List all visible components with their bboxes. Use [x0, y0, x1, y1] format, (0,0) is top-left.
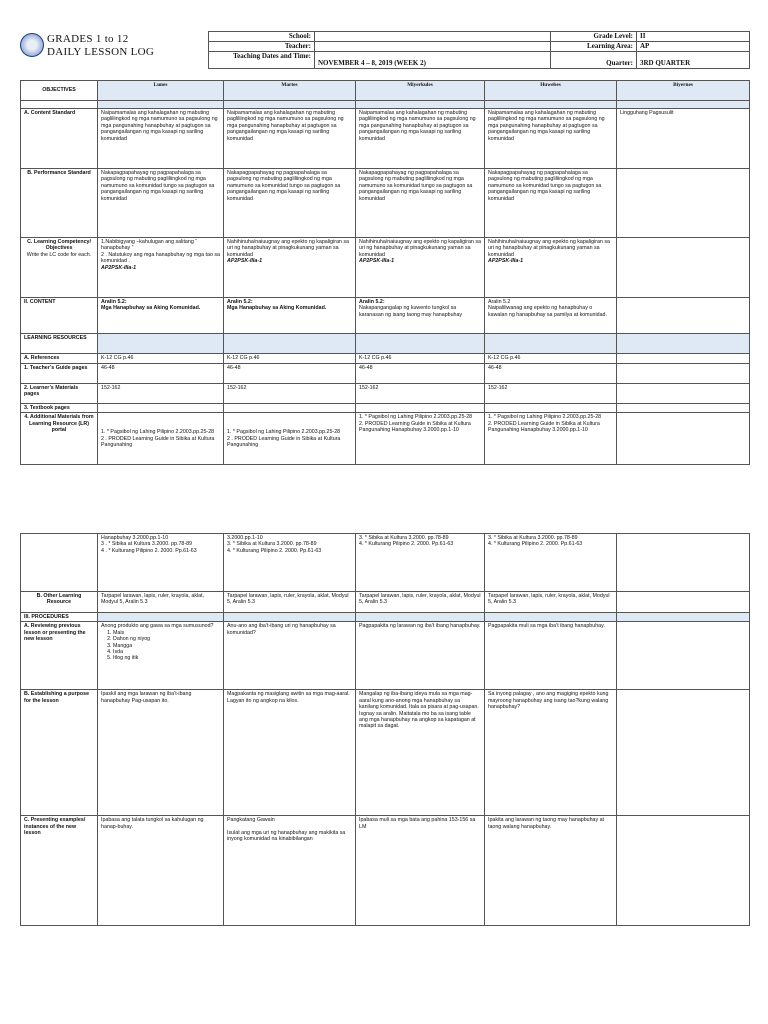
teacher-label: Teacher:: [209, 42, 315, 52]
ref-lunes: K-12 CG p.46: [98, 354, 224, 364]
cs-martes: Naipamamalas ang kahalagahan ng mabuting pagliliingkod ng mga namumuno sa pagsulong ng mga pangunahing hanapbuhay at pagtugon sa pangangailangan ng mga kasapi ng sariling komunidad: [224, 109, 356, 169]
grade-label: Grade Level:: [551, 32, 637, 42]
tg-martes: 46-48: [224, 364, 356, 384]
est-lunes: Ipaskil ang mga larawan ng iba’t-ibang hanapbuhay Pag-usapan ito.: [98, 690, 224, 816]
pres-lunes: Ipabasa ang talata tungkol sa kahulugan ng hanap-buhay.: [98, 816, 224, 926]
tg-miyerkules: 46-48: [356, 364, 485, 384]
add-martes-1: 1. * Pagsibol ng Lahing Pilipino 2.2003.pp.25-28: [227, 429, 341, 436]
comp-miyerkules-code: AP2PSK-IIIa-1: [359, 258, 395, 265]
comp-miyerkules: Nahihinuha/naiuugnay ang epekto ng kapaligiran sa uri ng hanapbuhay at pinagkukunang yaman sa komunidad: [359, 239, 481, 258]
form-subtitle: DAILY LESSON LOG: [47, 46, 155, 58]
or-martes: Tarpapel larawan, lapis, ruler, krayola, aklat, Modyul 5, Aralin 5.3: [224, 592, 356, 613]
or-miyerkules: Tarpapel larawan, lapis, ruler, krayola, aklat, Modyul 5, Aralin 5.3: [356, 592, 485, 613]
cont-martes-2: 3. * Sibika at Kultura 3.2000. pp.78-89: [227, 541, 317, 548]
tg-huwebes: 46-48: [485, 364, 617, 384]
day-huwebes: Huwebes: [485, 81, 617, 101]
competency-note: Write the LC code for each.: [26, 251, 92, 258]
references-row: [21, 354, 750, 364]
est-martes: Magpakanta ng masiglang awitin sa mga mag-aaral. Lagyan ito ng angkop na kilos.: [224, 690, 356, 816]
day-martes: Martes: [224, 81, 356, 101]
tg-lunes: 46-48: [98, 364, 224, 384]
other-resource-label: B. Other Learning Resource: [21, 592, 98, 613]
comp-lunes-2: 2 . Natutukoy ang mga hanapbuhay ng mga tao sa komunidad .: [101, 251, 220, 265]
dates-value: NOVEMBER 4 – 8, 2019 (WEEK 2): [315, 52, 551, 69]
or-huwebes: Tarpapel larawan, lapis, ruler, krayola, aklat, Modyul 5, Aralin 5.3: [485, 592, 617, 613]
ps-huwebes: Nakapagpapahayag ng pagpapahalaga sa pagsulong ng mabuting pagliliingkod ng mga namumuno sa komunidad tungo sa pagtugon sa pangangailangan ng mga kasapi ng sariling komunidad: [485, 169, 617, 238]
cont-miyerkules-1: 3. * Sibika at Kultura 3.2000. pp.78-89: [359, 535, 449, 541]
lesson-log-table-continued: [20, 533, 750, 926]
establishing-label: B. Establishing a purpose for the lesson: [21, 690, 98, 816]
add-huwebes-1: 1. * Pagsibol ng Lahing Pilipino 2.2003.pp.25-28: [488, 414, 602, 421]
additional-continued-row: [21, 534, 750, 592]
lesson-log-table: [20, 80, 750, 465]
quarter-value: 3RD QUARTER: [637, 52, 750, 69]
ps-miyerkules: Nakapagpapahayag ng pagpapahalaga sa pagsulong ng mabuting pagliliingkod ng mga namumuno sa komunidad tungo sa pagtugon sa pangangailangan ng mga kasapi ng sariling komunidad: [356, 169, 485, 238]
procedures-row: [21, 613, 750, 622]
content-row: [21, 298, 750, 334]
content-label: II. CONTENT: [21, 298, 98, 334]
school-value: [315, 32, 551, 42]
day-miyerkules: Miyerkules: [356, 81, 485, 101]
cont-martes-3: 4. * Kulturang Pilipino 2. 2000. Pp.61-63: [227, 547, 322, 554]
ref-miyerkules: K-12 CG p.46: [356, 354, 485, 364]
content-huwebes-2: Naipaliliwanag ang epekto ng hanapbuhay o kawalan ng hanapbuhay sa pamilya at komunidad.: [488, 305, 607, 318]
pres-martes-1: Pangkatang Gawain: [227, 817, 275, 824]
comp-lunes-1: 1.Nabibigyang –kahulugan ang salitang “ hanapbuhay ”: [101, 239, 198, 252]
cont-miyerkules-2: 4. * Kulturang Pilipino 2. 2000. Pp.61-63: [359, 541, 454, 548]
content-standard-row: [21, 109, 750, 169]
objectives-label: OBJECTIVES: [21, 81, 98, 101]
add-lunes-2: 2 . PRODED Learning Guide in Sibika at Kultura Pangunahing: [101, 435, 215, 449]
comp-huwebes-code: AP2PSK-IIIa-1: [488, 258, 524, 265]
additional-materials-row: [21, 413, 750, 465]
lm-huwebes: 152-162: [485, 384, 617, 404]
rev-huwebes: Pagpapakita muli sa mga iba’t ibang hanapbuhay.: [485, 622, 617, 690]
textbook-label: 3. Textbook pages: [21, 404, 98, 413]
header-table: [208, 31, 750, 69]
content-huwebes-1: Aralin 5.2: [488, 299, 511, 305]
add-miyerkules-2: 2. PRODED Learning Guide in Sibika at Kultura Pangunahing Hanapbuhay 3.2000.pp.1-10: [359, 420, 471, 434]
ps-martes: Nakapagpapahayag ng pagpapahalaga sa pagsulong ng mabuting pagliliingkod ng mga namumuno sa komunidad tungo sa pagtugon sa pangangailangan ng mga kasapi ng sariling komunidad: [224, 169, 356, 238]
cont-huwebes-2: 4. * Kulturang Pilipino 2. 2000. Pp.61-63: [488, 541, 583, 548]
pres-martes-2: Isulat ang mga uri ng hanapbuhay ang makikita sa inyong komunidad na kinabibilangan: [227, 829, 346, 843]
cont-lunes-3: 4 . * Kulturang Pilipino 2. 2000. Pp.61-63: [101, 547, 197, 554]
rev-martes: Anu-ano ang iba’t-ibang uri ng hanapbuhay sa komunidad?: [224, 622, 356, 690]
content-miyerkules-1: Aralin 5.2:: [359, 299, 385, 305]
est-miyerkules: Mangalap ng iba-ibang ideya mula sa mga mag-aaral kung ano-anong mga hanapbuhay sa kanilang komunidad. Itala sa pisara at pag-usapan. Isgnay sa aralin. Maitatala mo ba sa isang table ang mga hanapbuhay na angkop sa kapatagan at malapit sa dagat.: [356, 690, 485, 816]
area-label: Learning Area:: [551, 42, 637, 52]
cs-lunes: Naipamamalas ang kahalagahan ng mabuting pagliliingkod ng mga namumuno sa pagsulong ng mga pangunahing hanapbuhay at pagtugon sa pangangailangan ng mga kasapi ng sariling komunidad: [98, 109, 224, 169]
est-huwebes: Sa inyong palagay , ano ang magiging epekto kung mayroong hanapbuhay ang isang tao?kung walang hanapbuhay?: [485, 690, 617, 816]
content-martes-2: Mga Hanapbuhay sa Aking Komunidad.: [227, 305, 327, 312]
content-lunes-1: Aralin 5.2:: [101, 299, 127, 305]
textbook-row: [21, 404, 750, 413]
references-label: A. References: [21, 354, 98, 364]
ref-martes: K-12 CG p.46: [224, 354, 356, 364]
teachers-guide-row: [21, 364, 750, 384]
list-item: 4. Isda: [113, 649, 220, 655]
comp-martes: Nahihinuha/naiuugnay ang epekto ng kapaligiran sa uri ng hanapbuhay at pinagkukunang yaman sa komunidad: [227, 239, 349, 258]
cs-huwebes: Naipamamalas ang kahalagahan ng mabuting pagliliingkod ng mga namumuno sa pagsulong ng mga pangunahing hanapbuhay at pagtugon sa pangangailangan ng mga kasapi ng sariling komunidad: [485, 109, 617, 169]
performance-standard-row: [21, 169, 750, 238]
school-label: School:: [209, 32, 315, 42]
other-resource-row: [21, 592, 750, 613]
learners-materials-row: [21, 384, 750, 404]
establishing-row: [21, 690, 750, 816]
learning-resources-row: [21, 334, 750, 354]
ps-lunes: Nakapagpapahayag ng pagpapahalaga sa pagsulong ng mabuting pagliliingkod ng mga namumuno sa komunidad tungo sa pagtugon sa pangangailangan ng mga kasapi ng sariling komunidad: [98, 169, 224, 238]
lm-martes: 152-162: [224, 384, 356, 404]
area-value: AP: [637, 42, 750, 52]
cs-biyernes: Lingguhang Pagsusulit: [617, 109, 750, 169]
dates-label: Teaching Dates and Time:: [209, 52, 315, 69]
quarter-label: Quarter:: [551, 52, 637, 69]
add-huwebes-2: 2. PRODED Learning Guide in Sibika at Kultura Pangunahing Hanapbuhay 3.2000.pp.1-10: [488, 420, 600, 434]
day-lunes: Lunes: [98, 81, 224, 101]
teacher-value: [315, 42, 551, 52]
form-title: GRADES 1 to 12: [47, 33, 129, 45]
comp-lunes-code: AP2PSK-IIIa-1: [101, 264, 137, 271]
presenting-row: [21, 816, 750, 926]
learning-resources-label: LEARNING RESOURCES: [21, 334, 98, 354]
add-lunes-1: 1. * Pagsibol ng Lahing Pilipino 2.2003.pp.25-28: [101, 429, 215, 436]
grade-value: II: [637, 32, 750, 42]
lm-lunes: 152-162: [98, 384, 224, 404]
list-item: 2. Dahon ng niyog: [113, 636, 220, 642]
days-header-row: [21, 81, 750, 101]
reviewing-row: [21, 622, 750, 690]
content-lunes-2: Mga Hanapbuhay sa Aking Komunidad.: [101, 305, 201, 312]
list-item: 1. Mais: [113, 630, 220, 636]
cont-martes-1: 3.2000.pp.1-10: [227, 535, 263, 541]
content-miyerkules-2: Nakapangangalap ng kuwento tungkol sa karanasan ng isang taong may hanapbuhay: [359, 305, 463, 318]
performance-standard-label: B. Performance Standard: [21, 169, 98, 238]
add-miyerkules-1: 1. * Pagsibol ng Lahing Pilipino 2.2003.pp.25-28: [359, 414, 473, 421]
comp-martes-code: AP2PSK-IIIa-1: [227, 258, 263, 265]
cont-lunes-2: 3 . * Sibika at Kultura 3.2000. pp.78-89: [101, 541, 192, 548]
rev-lunes-intro: Anong produkto ang gawa sa mga sumusunod?: [101, 623, 214, 630]
pres-miyerkules: Ipabasa muli sa mga bata ang pahina 153-156 sa LM: [356, 816, 485, 926]
rev-miyerkules: Pagpapakita ng larawan ng iba’t ibang hanapbuhay.: [356, 622, 485, 690]
content-martes-1: Aralin 5.2:: [227, 299, 253, 305]
lm-miyerkules: 152-162: [356, 384, 485, 404]
comp-huwebes: Nahihinuha/naiuugnay ang epekto ng kapaligiran sa uri ng hanapbuhay at pinagkukunang yaman sa komunidad: [488, 239, 610, 258]
learners-materials-label: 2. Learner’s Materials pages: [21, 384, 98, 404]
cs-miyerkules: Naipamamalas ang kahalagahan ng mabuting pagliliingkod ng mga namumuno sa pagsulong ng mga pangunahing hanapbuhay at pagtugon sa pangangailangan ng mga kasapi ng sariling komunidad: [356, 109, 485, 169]
list-item: 5. Itlog ng itik: [113, 655, 220, 661]
list-item: 3. Mangga: [113, 643, 220, 649]
add-martes-2: 2 . PRODED Learning Guide in Sibika at Kultura Pangunahing: [227, 435, 341, 449]
competency-label: C. Learning Competency/ Objectives: [27, 239, 91, 252]
reviewing-label: A. Reviewing previous lesson or presenting the new lesson: [21, 622, 98, 690]
ref-huwebes: K-12 CG p.46: [485, 354, 617, 364]
procedures-label: III. PROCEDURES: [21, 613, 98, 622]
rev-lunes-list: [101, 630, 220, 662]
deped-seal-icon: [20, 33, 44, 57]
cont-lunes-1: Hanapbuhay 3.2000.pp.1-10: [101, 535, 169, 541]
day-biyernes: Biyernes: [617, 81, 750, 101]
additional-label: 4. Additional Materials from Learning Resource (LR) portal: [21, 413, 98, 465]
competency-row: [21, 238, 750, 298]
cont-huwebes-1: 3. * Sibika at Kultura 3.2000. pp.78-89: [488, 535, 578, 541]
teachers-guide-label: 1. Teacher’s Guide pages: [21, 364, 98, 384]
presenting-label: C. Presenting examples/ instances of the new lesson: [21, 816, 98, 926]
pres-huwebes: Ipakita ang larawan ng taong may hanapbuhay at taong walang hanapbuhay.: [485, 816, 617, 926]
or-lunes: Tarpapel larawan, lapis, ruler, krayola, aklat, Modyul 5, Aralin 5.3: [98, 592, 224, 613]
content-standard-label: A. Content Standard: [21, 109, 98, 169]
